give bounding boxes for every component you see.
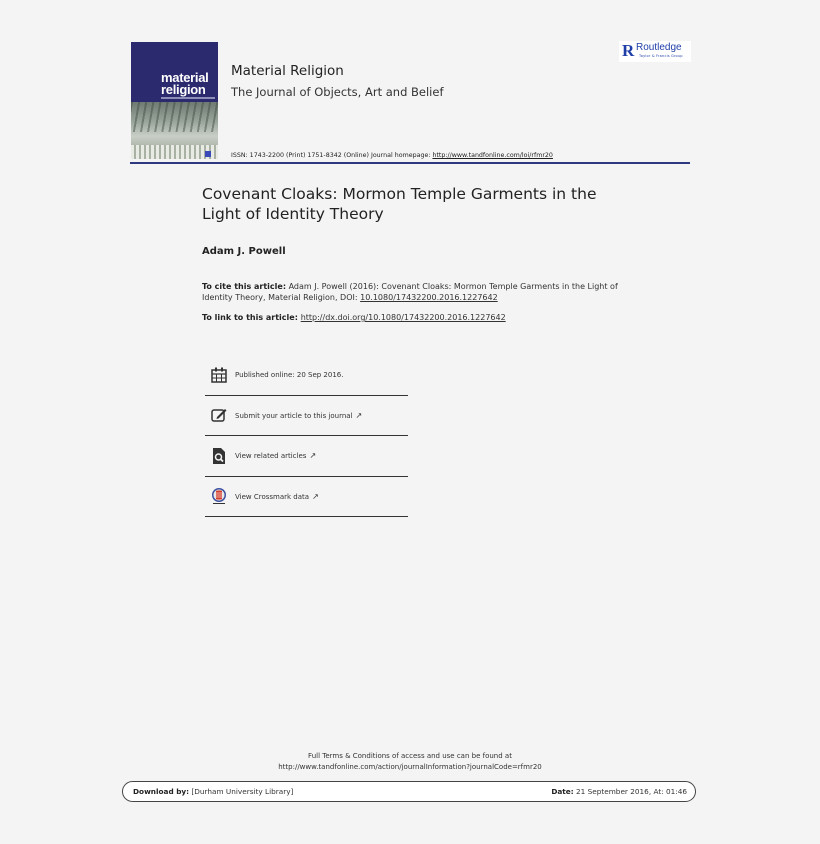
- download-date: [551, 787, 687, 796]
- cover-title-line2: religion: [161, 82, 206, 97]
- crossmark-label: [235, 492, 319, 501]
- journal-homepage-link[interactable]: http://www.tandfonline.com/loi/rfmr20: [432, 152, 553, 159]
- article-actions: [205, 355, 408, 517]
- cover-badge: [205, 151, 211, 157]
- downloaded-by-label: Download by:: [133, 787, 190, 796]
- article-title: Covenant Cloaks: Mormon Temple Garments in the Light of Identity Theory: [202, 185, 597, 223]
- downloaded-by-value: [Durham University Library]: [189, 787, 294, 796]
- related-articles-link[interactable]: [205, 436, 408, 477]
- issn-line: [231, 152, 553, 159]
- crossmark-link[interactable]: [205, 477, 408, 518]
- submit-article-label: [235, 411, 362, 420]
- cite-text: Adam J. Powell (2016): Covenant Cloaks: Mormon Temple Garments in the Light of Identity Theory, Material Religion, DOI:: [202, 282, 618, 302]
- publisher-logo: [619, 41, 691, 62]
- article-link-line: [202, 313, 506, 322]
- publisher-tagline: Taylor & Francis Group: [639, 54, 683, 58]
- cite-label: To cite this article:: [202, 282, 287, 291]
- article-author: Adam J. Powell: [202, 246, 286, 257]
- journal-subtitle: The Journal of Objects, Art and Belief: [231, 85, 444, 99]
- routledge-logo-icon: R: [622, 41, 635, 60]
- issn-text: ISSN: 1743-2200 (Print) 1751-8342 (Online) Journal homepage:: [231, 152, 433, 159]
- external-link-icon: ↗: [355, 410, 363, 420]
- external-link-icon: ↗: [312, 491, 319, 501]
- cover-title: [161, 72, 208, 96]
- submit-article-link[interactable]: [205, 396, 408, 437]
- terms-line1: Full Terms & Conditions of access and use can be found at: [308, 752, 512, 760]
- link-label: To link to this article:: [202, 313, 301, 322]
- header-divider: [130, 162, 690, 164]
- journal-cover-image: [131, 42, 218, 159]
- date-label: Date:: [551, 787, 574, 796]
- publisher-name: Routledge: [636, 42, 682, 53]
- date-value: 21 September 2016, At: 01:46: [573, 787, 687, 796]
- downloaded-by: [133, 787, 293, 796]
- edit-icon: [210, 406, 228, 424]
- external-link-icon: ↗: [309, 451, 317, 461]
- article-url-link[interactable]: http://dx.doi.org/10.1080/17432200.2016.1227642: [300, 313, 506, 322]
- related-articles-text: View related articles: [235, 452, 307, 461]
- submit-article-text: Submit your article to this journal: [235, 411, 353, 420]
- terms-notice: [0, 751, 820, 773]
- citation: [202, 281, 622, 303]
- related-articles-label: [235, 451, 316, 460]
- download-info-bar: [122, 781, 696, 802]
- crossmark-icon: [210, 487, 228, 505]
- cover-subtitle-strip: [161, 97, 215, 99]
- calendar-icon: [210, 366, 228, 384]
- published-online-label: Published online: 20 Sep 2016.: [235, 370, 344, 379]
- search-document-icon: [210, 447, 228, 465]
- journal-title: Material Religion: [231, 63, 344, 79]
- terms-url[interactable]: http://www.tandfonline.com/action/journalInformation?journalCode=rfmr20: [278, 763, 542, 771]
- published-online-row: [205, 355, 408, 396]
- cover-title-line1: material: [161, 70, 209, 85]
- doi-link[interactable]: 10.1080/17432200.2016.1227642: [360, 293, 498, 302]
- crossmark-text: View Crossmark data: [235, 492, 310, 501]
